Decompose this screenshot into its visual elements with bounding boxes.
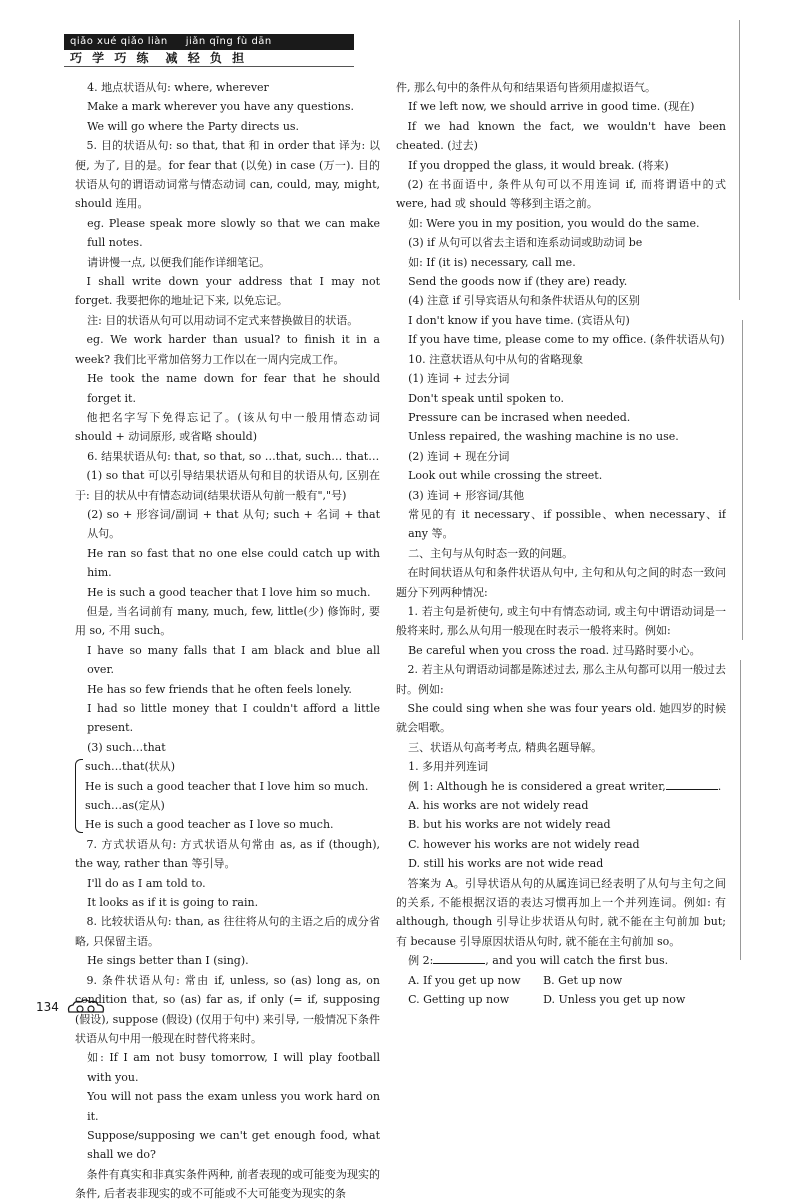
- example-2-option: A. If you get up now: [408, 973, 521, 987]
- left-column-part-1: [75, 78, 380, 757]
- text-line: 三、状语从句高考考点, 精典名题导解。: [408, 740, 603, 754]
- brace-line: such…as(定从): [85, 799, 165, 813]
- text-line: 件, 那么句中的条件从句和结果语句皆须用虚拟语气。: [396, 81, 656, 94]
- scan-edge-decoration: [736, 0, 766, 1035]
- header-title-2: 减 轻 负 担: [165, 51, 248, 65]
- text-line: 注: 目的状语从句可以用动词不定式来替换做目的状语。: [87, 313, 359, 327]
- text-line: 5. 目的状语从句: so that, that 和 in order that 译为: 以便, 为了, 目的是。for fear that (以免) in case (万一). 目的状语从句的谓语动词常与情态动词 can, could, may, might, should 连用。: [75, 139, 380, 211]
- text-line: 如: If (it is) necessary, call me.: [408, 255, 576, 269]
- text-line: 二、主句与从句时态一致的问题。: [408, 546, 574, 560]
- text-line: 条件有真实和非真实条件两种, 前者表现的或可能变为现实的条件, 后者表非现实的或不可能或不大可能变为现实的条: [75, 1167, 380, 1201]
- text-line: 在时间状语从句和条件状语从句中, 主句和从句之间的时态一致问题分下列两种情况:: [396, 566, 726, 599]
- text-line: If you have time, please come to my office. (条件状语从句): [408, 333, 725, 347]
- text-line: Be careful when you cross the road. 过马路时要小心。: [408, 643, 701, 657]
- text-line: 1. 若主句是祈使句, 或主句中有情态动词, 或主句中谓语动词是一般将来时, 那么从句用一般现在时表示一般将来时。例如:: [396, 604, 726, 638]
- text-line: (2) 在书面语中, 条件从句可以不用连词 if, 而将谓语中的式 were, had 或 should 等移到主语之前。: [396, 178, 726, 211]
- text-line: You will not pass the exam unless you work hard on it.: [87, 1090, 380, 1123]
- header-pinyin-2: jiǎn qīng fù dān: [185, 36, 272, 47]
- text-line: I had so little money that I couldn't afford a little present.: [87, 702, 380, 735]
- text-line: He has so few friends that he often feels lonely.: [87, 682, 352, 696]
- text-line: eg. We work harder than usual? to finish it in a week? 我们比平常加倍努力工作以在一周内完成工作。: [75, 333, 380, 366]
- text-line: 常见的有 it necessary、if possible、when necessary、if any 等。: [408, 507, 726, 541]
- page-footer: [36, 995, 109, 1019]
- text-line: (3) if 从句可以省去主语和连系动词或助动词 be: [408, 236, 643, 250]
- right-column: [396, 78, 726, 1010]
- text-line: If we left now, we should arrive in good time. (现在): [408, 100, 695, 114]
- example-2-option: B. Get up now: [543, 973, 623, 987]
- brace-line: He is such a good teacher as I love so much.: [85, 818, 334, 832]
- text-line: Don't speak until spoken to.: [408, 391, 565, 405]
- header-title: [64, 50, 354, 67]
- example-1-stem: 例 1: Although he is considered a great writer, .: [396, 777, 726, 796]
- example-2-options-row: [396, 971, 726, 990]
- text-line: (4) 注意 if 引导宾语从句和条件状语从句的区别: [408, 294, 640, 308]
- text-line: He is such a good teacher that I love him so much.: [87, 585, 371, 599]
- text-line: 1. 多用并列连词: [408, 760, 489, 774]
- text-line: 2. 若主从句谓语动词都是陈述过去, 那么主从句都可以用一般过去时。例如:: [396, 663, 726, 696]
- answer-blank: [666, 777, 718, 790]
- text-line: 如: Were you in my position, you would do the same.: [408, 216, 700, 230]
- brace-icon: [75, 759, 83, 833]
- text-line: I shall write down your address that I may not forget. 我要把你的地址记下来, 以免忘记。: [75, 275, 380, 308]
- text-line: If you dropped the glass, it would break. (将来): [408, 158, 669, 172]
- text-line: 如: If I am not busy tomorrow, I will play football with you.: [87, 1051, 380, 1084]
- example-1-option: B. but his works are not widely read: [408, 818, 611, 832]
- example-1-option: D. still his works are not wide read: [408, 857, 604, 871]
- example-1-option: C. however his works are not widely read: [408, 837, 640, 851]
- right-column-text: [396, 78, 726, 777]
- text-line: Pressure can be incrased when needed.: [408, 410, 631, 424]
- text-line: 4. 地点状语从句: where, wherever: [87, 81, 269, 94]
- text-line: 8. 比较状语从句: than, as 往往将从句的主语之后的成分省略, 只保留主语。: [75, 915, 380, 948]
- text-line: If we had known the fact, we wouldn't have been cheated. (过去): [396, 119, 726, 153]
- text-line: Make a mark wherever you have any questions.: [87, 100, 355, 114]
- text-line: Send the goods now if (they are) ready.: [408, 275, 628, 289]
- header-pinyin-1: qiǎo xué qiǎo liàn: [70, 36, 168, 47]
- header-pinyin: [64, 34, 354, 50]
- text-line: (2) so + 形容词/副词 + that 从句; such + 名词 + that 从句。: [87, 507, 380, 541]
- text-line: I don't know if you have time. (宾语从句): [408, 313, 630, 327]
- text-line: Unless repaired, the washing machine is no use.: [408, 430, 679, 444]
- text-line: eg. Please speak more slowly so that we can make full notes.: [87, 216, 380, 250]
- brace-line: He is such a good teacher that I love him so much.: [85, 779, 369, 793]
- text-line: He took the name down for fear that he should forget it.: [87, 372, 380, 405]
- text-line: He ran so fast that no one else could catch up with him.: [87, 546, 380, 580]
- text-line: (3) 连词 + 形容词/其他: [408, 488, 525, 502]
- brace-line: such…that(状从): [85, 760, 176, 774]
- example-2-option: D. Unless you get up now: [543, 993, 686, 1007]
- text-line: It looks as if it is going to rain.: [87, 896, 259, 910]
- example-2-stem: 例 2: , and you will catch the first bus.: [396, 951, 726, 970]
- cloud-logo-icon: [65, 998, 109, 1016]
- page-number: 134: [36, 1000, 59, 1014]
- text-line: (1) so that 可以引导结果状语从句和目的状语从句, 区别在于: 目的状从中有情态动词(结果状语从句前一般有","号): [75, 469, 380, 502]
- text-line: She could sing when she was four years old. 她四岁的时候就会唱歌。: [396, 702, 726, 735]
- text-line: (3) such…that: [87, 740, 166, 754]
- example-2-option: C. Getting up now: [408, 993, 510, 1007]
- text-line: He sings better than I (sing).: [87, 954, 249, 968]
- page-header: [64, 34, 354, 66]
- text-line: (2) 连词 + 现在分词: [408, 449, 510, 463]
- text-line: 7. 方式状语从句: 方式状语从句常由 as, as if (though), the way, rather than 等引导。: [75, 837, 380, 871]
- text-line: I'll do as I am told to.: [87, 876, 206, 890]
- text-line: Look out while crossing the street.: [408, 469, 603, 483]
- header-title-1: 巧 学 巧 练: [70, 51, 152, 65]
- text-line: Suppose/supposing we can't get enough food, what shall we do?: [87, 1128, 380, 1162]
- text-line: 9. 条件状语从句: 常由 if, unless, so (as) long as, on condition that, so (as) far as, if only (= if, supposing (假设), suppose (假设) (仅用于句中) 来引导, 一般情况下条件状语从句中用一般现在时替代将来时。: [75, 973, 380, 1045]
- text-line: 但是, 当名词前有 many, much, few, little(少) 修饰时, 要用 so, 不用 such。: [75, 604, 380, 638]
- answer-blank: [433, 951, 485, 964]
- text-line: 6. 结果状语从句: that, so that, so …that, such… that…: [87, 449, 380, 463]
- text-line: I have so many falls that I am black and blue all over.: [87, 643, 380, 677]
- example-1-answer: 答案为 A。引导状语从句的从属连词已经表明了从句与主句之间的关系, 不能根据汉语的表达习惯再加上一个并列连词。例如: 有 although, though 引导让步状语从句时, 就不能在主句前加 but; 有 because 引导原因状语从句时, 就不能在主句前加 so。: [396, 876, 726, 948]
- text-line: 请讲慢一点, 以便我们能作详细笔记。: [87, 255, 271, 269]
- example-2-options-row: [396, 990, 726, 1009]
- text-line: (1) 连词 + 过去分词: [408, 372, 510, 386]
- text-line: 10. 注意状语从句中从句的省略现象: [408, 352, 584, 366]
- example-1-option: A. his works are not widely read: [408, 799, 589, 813]
- text-line: We will go where the Party directs us.: [87, 119, 300, 133]
- such-that-brace-block: [75, 757, 380, 835]
- text-line: 他把名字写下免得忘记了。(该从句中一般用情态动词 should + 动词原形, 或省略 should): [75, 410, 380, 444]
- left-column-part-2: [75, 835, 380, 1204]
- brace-point: [75, 796, 76, 797]
